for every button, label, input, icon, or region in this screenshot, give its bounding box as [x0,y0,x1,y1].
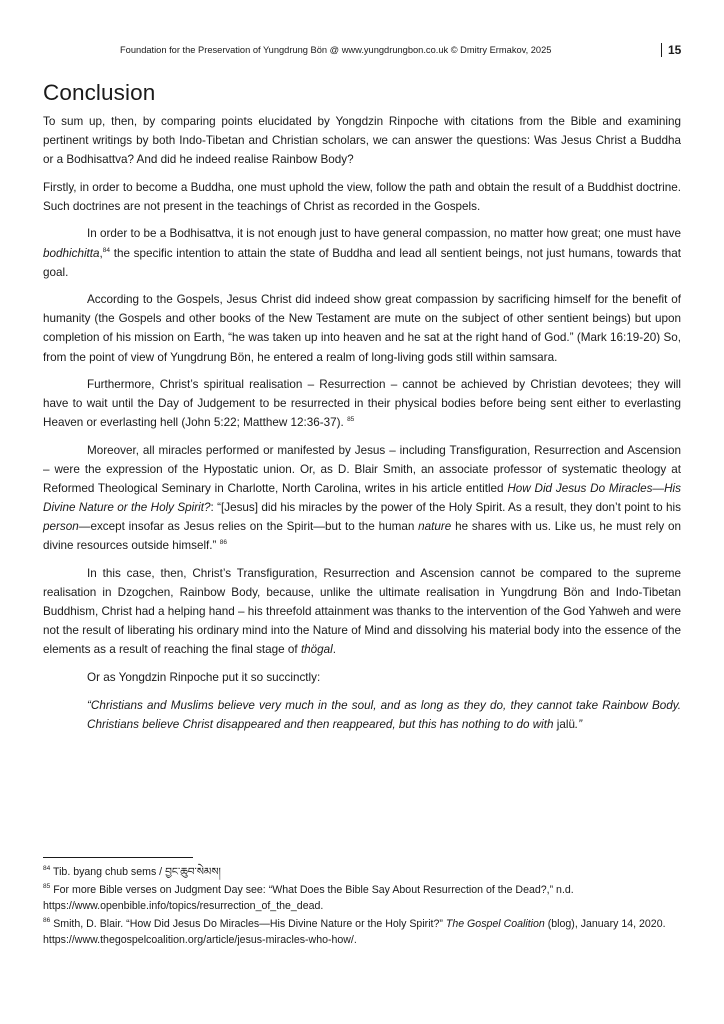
footnote-number: 84 [43,865,51,872]
footnote-ref-86[interactable]: 86 [219,539,227,547]
footnote-86 [43,916,683,948]
footnote-divider [43,857,193,858]
header-title: Foundation for the Preservation of Yungdrung Bön @ www.yungdrungbon.co.uk © Dmitry Ermakov, 2025 [120,45,552,55]
term-person: person [43,520,79,534]
footnote-number: 86 [43,917,51,924]
footnote-ref-85[interactable]: 85 [347,416,355,424]
section-heading: Conclusion [43,80,156,105]
paragraph-3-text-a: In order to be a Bodhisattva, it is not enough just to have general compassion, no matter how great; one must have [87,227,681,241]
paragraph-3 [43,224,681,281]
paragraph-7 [43,564,681,659]
footnote-85 [43,882,683,914]
block-quote [43,696,681,734]
paragraph-8: Or as Yongdzin Rinpoche put it so succinctly: [87,670,321,684]
term-jalu: jalü [556,717,575,731]
paragraph-6-text-b: : “[Jesus] did his miracles by the power of the Holy Spirit. As a result, they don’t point to his [210,501,681,515]
journal-name: The Gospel Coalition [445,918,545,930]
paragraph-6-text-a: Moreover, all miracles performed or manifested by Jesus – including Transfiguration, Resurrection and Ascension – were the expression of the Hypostatic union. Or, as D. Blair Smith, an associate professor of systematic theology at Reformed Theological Seminary in Charlotte, North Carolina, writes in his article entitled [43,443,681,496]
page-number: 15 [668,43,682,57]
paragraph-3-text-b: the specific intention to attain the state of Buddha and lead all sentient beings, not just humans, towards that goal. [43,246,681,279]
paragraph-6-text-d: he shares with us. Like us, he must rely on divine resources outside himself.” [43,520,681,553]
paragraph-5-text: Furthermore, Christ’s spiritual realisation – Resurrection – cannot be achieved by Christian devotees; they will have to wait until the Day of Judgement to be resurrected in their physical bodies before being sent either to everlasting Heaven or everlasting hell (John 5:22; Matthew 12:36-37). [43,378,681,430]
paragraph-1: To sum up, then, by comparing points elucidated by Yongdzin Rinpoche with citations from the Bible and examining pertinent writings by both Indo-Tibetan and Christian scholars, we can answer the questions: Was Jesus Christ a Buddha or a Bodhisattva? And did he indeed realise Rainbow Body? [43,115,681,167]
term-thogal: thögal [300,643,333,657]
paragraph-7-text-b: . [332,643,337,657]
footnote-text: Tib. byang chub sems / བྱང་ཆུབ་སེམས། [53,866,221,878]
body-text [43,112,681,742]
article-title: How Did Jesus Do Miracles—His Divine Nature or the Holy Spirit? [43,482,681,515]
term-nature: nature [418,520,452,534]
header-separator [661,43,662,57]
footnote-text: For more Bible verses on Judgment Day see: “What Does the Bible Say About Resurrection of the Dead?,” n.d. https://www.openbible.info/topics/resurrection_of_the_dead. [43,884,574,912]
footnote-text-b: (blog), January 14, 2020. https://www.thegospelcoalition.org/article/jesus-miracles-who-how/. [43,918,666,946]
term-bodhichitta: bodhichitta [43,246,100,260]
footnote-84 [43,864,683,880]
paragraph-6 [43,441,681,556]
footnotes [43,864,683,950]
paragraph-7-text-a: In this case, then, Christ’s Transfiguration, Resurrection and Ascension cannot be compared to the supreme realisation in Dzogchen, Rainbow Body, because, unlike the ultimate realisation in Yungdrung Bön and Indo-Tibetan Buddhism, Christ had a helping hand – his threefold attainment was thanks to the intervention of the God Yahweh and were not the result of liberating his ordinary mind into the Nature of Mind and dissolving his material body into the essence of the elements as a result of reaching the final stage of [43,566,681,657]
quote-text-b: .” [574,717,583,731]
quote-text-a: “Christians and Muslims believe very much in the soul, and as long as they do, they cannot take Rainbow Body. Christians believe Christ disappeared and then reappeared, but this has nothing to do with [87,698,681,731]
paragraph-4: According to the Gospels, Jesus Christ did indeed show great compassion by sacrificing himself for the benefit of humanity (the Gospels and other books of the New Testament are mute on the subject of other sentient beings) but upon completion of his mission on Earth, “he was taken up into heaven and he sat at the right hand of God.” (Mark 16:19-20) So, from the point of view of Yungdrung Bön, he entered a realm of long-living gods still within samsara. [43,293,681,364]
paragraph-5 [43,375,681,432]
paragraph-2: Firstly, in order to become a Buddha, one must uphold the view, follow the path and obtain the result of a Buddhist doctrine. Such doctrines are not present in the teachings of Christ as recorded in the Gospels. [43,180,681,213]
footnote-text-a: Smith, D. Blair. “How Did Jesus Do Miracles—His Divine Nature or the Holy Spirit?” [53,918,446,930]
footnote-number: 85 [43,883,51,890]
footnote-ref-84[interactable]: 84 [102,246,111,254]
paragraph-6-text-c: —except insofar as Jesus relies on the Spirit—but to the human [78,520,419,534]
paragraph-3-comma: , [99,246,103,260]
